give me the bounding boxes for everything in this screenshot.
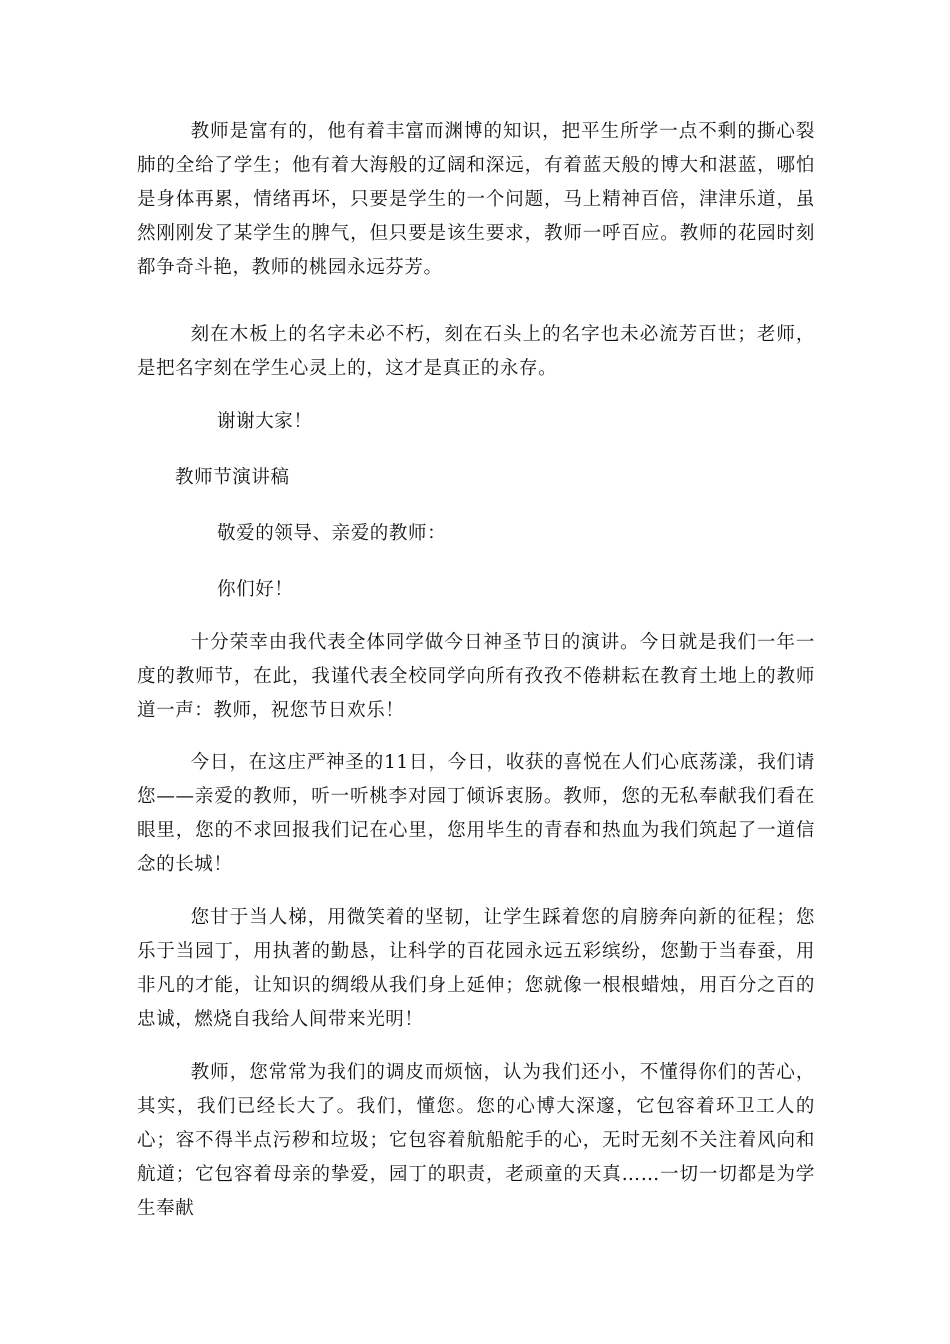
greeting: 你们好！ xyxy=(217,579,294,600)
closing-thanks: 谢谢大家！ xyxy=(217,411,313,432)
paragraph-teacher-wealth: 教师是富有的，他有着丰富而渊博的知识，把平生所学一点不剩的撕心裂肺的全给了学生；他有着大海般的辽阔和深远，有着蓝天般的博大和湛蓝，哪怕是身体再累，情绪再坏，只要是学生的一个问题，马上精神百倍，津津乐道，虽然刚刚发了某学生的脾气，但只要是该生要求，教师一呼百应。教师的花园时刻都争奇斗艳，教师的桃园永远芬芳。 xyxy=(137,121,815,278)
paragraph-we-understand: 教师，您常常为我们的调皮而烦恼，认为我们还小，不懂得你们的苦心，其实，我们已经长大了。我们，懂您。您的心博大深邃，它包容着环卫工人的心；容不得半点污秽和垃圾；它包容着航船舵手的心，无时无刻不关注着风向和航道；它包容着母亲的挚爱，园丁的职责，老顽童的天真……一切一切都是为学生奉献 xyxy=(137,1062,815,1219)
speech-title: 教师节演讲稿 xyxy=(175,467,290,488)
paragraph-honored-speech: 十分荣幸由我代表全体同学做今日神圣节日的演讲。今日就是我们一年一度的教师节，在此，我谨代表全校同学向所有孜孜不倦耕耘在教育土地上的教师道一声：教师，祝您节日欢乐！ xyxy=(137,632,815,721)
paragraph-names-carved: 刻在木板上的名字未必不朽，刻在石头上的名字也未必流芳百世；老师，是把名字刻在学生心灵上的，这才是真正的永存。 xyxy=(137,324,815,379)
paragraph-ladder-gardener: 您甘于当人梯，用微笑着的坚韧，让学生踩着您的肩膀奔向新的征程；您乐于当园丁，用执著的勤恳，让科学的百花园永远五彩缤纷，您勤于当春蚕，用非凡的才能，让知识的绸缎从我们身上延伸；您就像一根根蜡烛，用百分之百的忠诚，燃烧自我给人间带来光明！ xyxy=(137,907,815,1030)
salutation: 敬爱的领导、亲爱的教师： xyxy=(217,523,447,544)
paragraph-today-harvest: 今日，在这庄严神圣的11日，今日，收获的喜悦在人们心底荡漾，我们请您——亲爱的教师，听一听桃李对园丁倾诉衷肠。教师，您的无私奉献我们看在眼里，您的不求回报我们记在心里，您用毕生的青春和热血为我们筑起了一道信念的长城！ xyxy=(137,752,815,875)
